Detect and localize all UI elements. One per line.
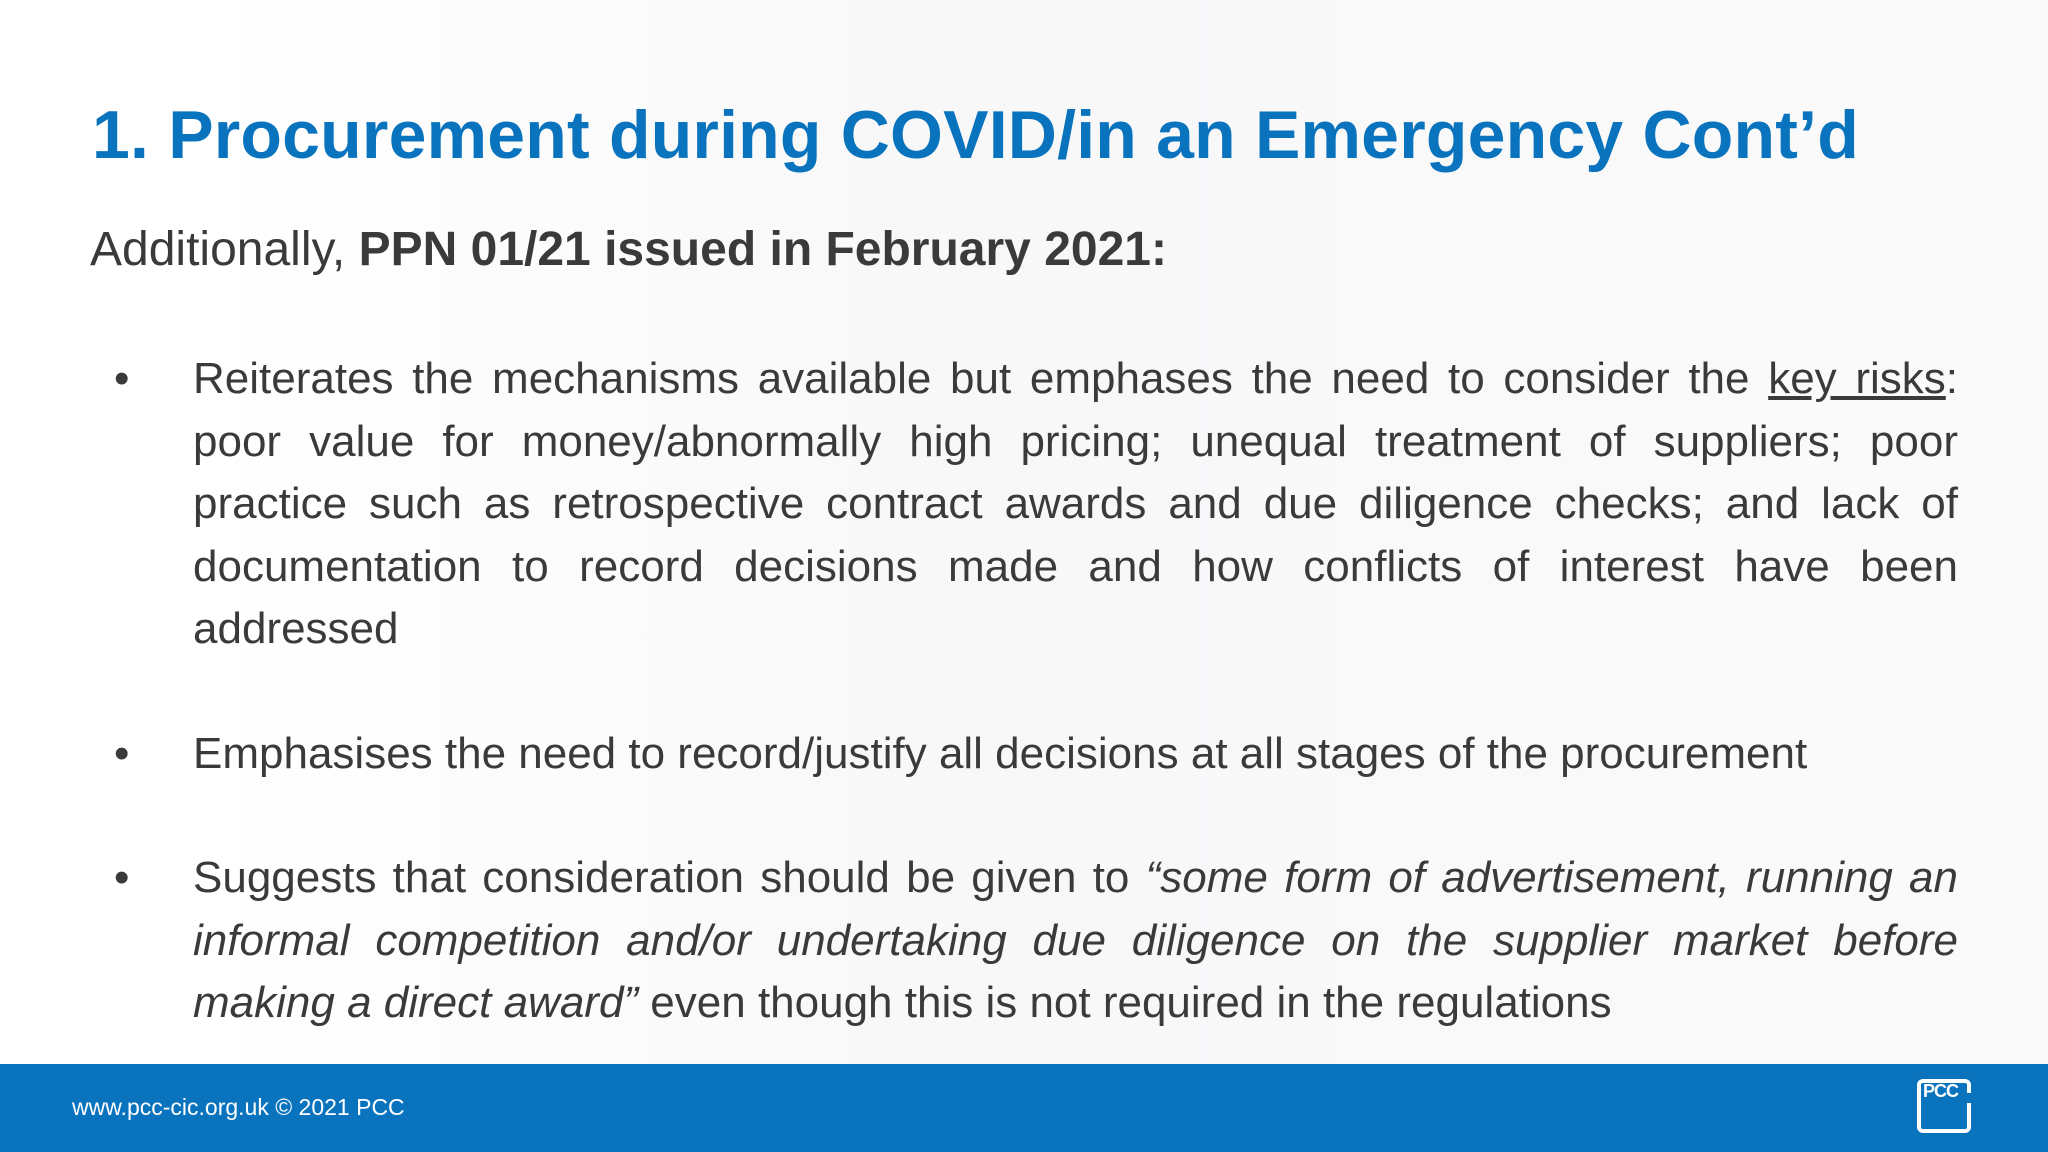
slide-subtitle (90, 222, 1167, 277)
bullet-item-advertisement (114, 847, 1958, 1035)
subtitle-prefix: Additionally, (90, 223, 359, 276)
bullet-text-before: Suggests that consideration should be given to (193, 853, 1146, 902)
logo-notch (1963, 1093, 1973, 1103)
subtitle-bold: PPN 01/21 issued in February 2021: (358, 223, 1167, 276)
bullet-text (193, 348, 1958, 661)
quote-italic: “some form of advertisement, running an informal competition and/or undertaking due diligence on the supplier market before making a direct award” (193, 853, 1958, 1027)
pcc-logo-icon (1917, 1079, 1971, 1133)
bullet-dot-icon: • (114, 853, 130, 902)
bullet-dot-icon: • (114, 728, 130, 778)
bullet-item-key-risks (114, 348, 1958, 661)
footer-bar (0, 1064, 2048, 1152)
bullet-dot-icon: • (114, 354, 130, 403)
key-risks-underlined: key risks (1768, 354, 1946, 403)
bullet-list (114, 348, 1958, 1035)
pcc-logo-text: PCC (1923, 1081, 1959, 1101)
bullet-text (193, 847, 1958, 1035)
footer-website: www.pcc-cic.org.uk © 2021 PCC (72, 1094, 405, 1120)
bullet-item-record-decisions (114, 723, 1958, 786)
bullet-text-after: : poor value for money/abnormally high pricing; unequal treatment of suppliers; poor practice such as retrospective contract awards and due diligence checks; and lack of documentation to record decisions made and how conflicts of interest have been addressed (193, 354, 1958, 653)
slide-title: 1. Procurement during COVID/in an Emergency Cont’d (92, 97, 1859, 173)
bullet-text: Emphasises the need to record/justify all decisions at all stages of the procurement (193, 728, 1808, 778)
bullet-text-before: Reiterates the mechanisms available but emphases the need to consider the (193, 354, 1769, 403)
bullet-text-after: even though this is not required in the regulations (638, 978, 1612, 1027)
